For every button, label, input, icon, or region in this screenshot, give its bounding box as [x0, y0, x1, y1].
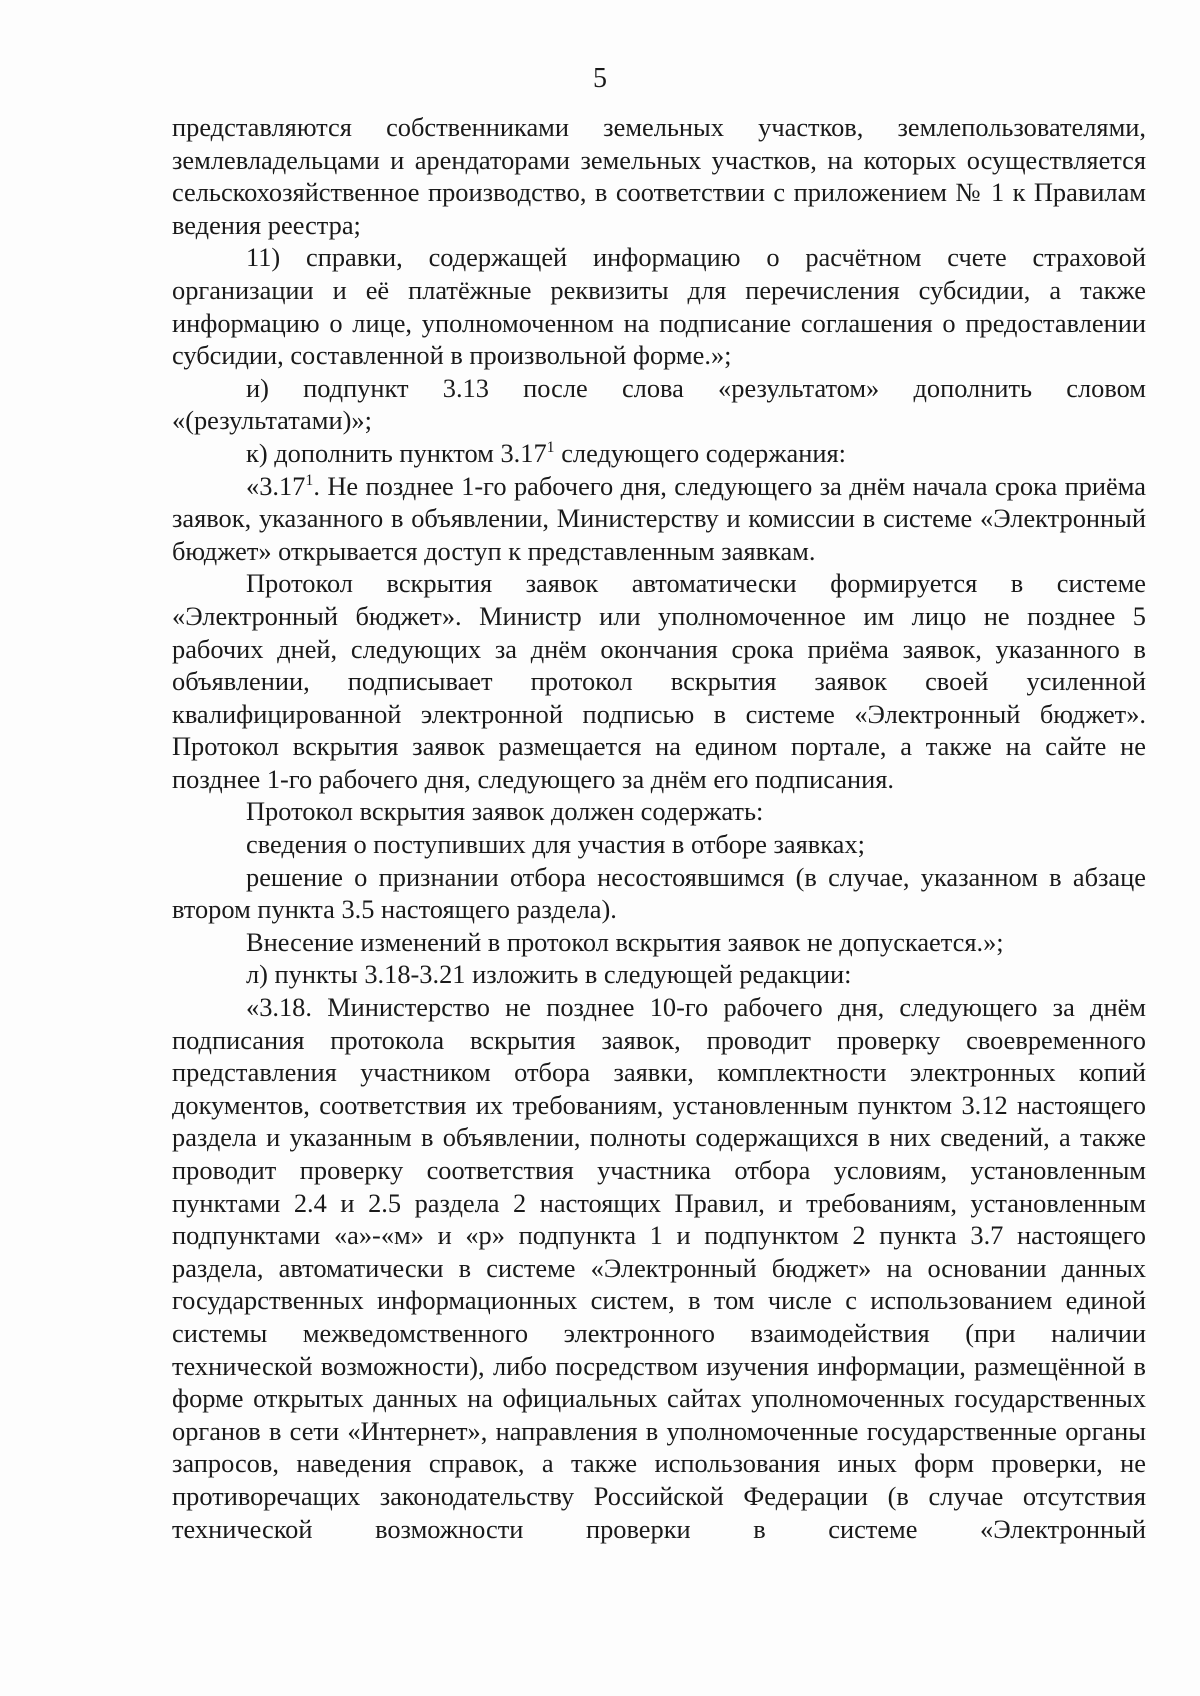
paragraph-protocol-contents: Протокол вскрытия заявок должен содержать:: [246, 796, 764, 827]
paragraph-protocol: Протокол вскрытия заявок автоматически формируется в системе «Электронный бюджет». Министр или уполномоченное им лицо не позднее 5 рабочих дней, следующих за днём окончания срока приёма заявок, указанного в объявлении, подписывает протокол вскрытия заявок своей усиленной квалифицированной электронной подписью в системе «Электронный бюджет». Протокол вскрытия заявок размещается на едином портале, а также на сайте не позднее 1-го рабочего дня, следующего за днём его подписания.: [172, 568, 1146, 794]
paragraph-3-17-1: [172, 470, 1146, 568]
paragraph-received-applications: сведения о поступивших для участия в отборе заявках;: [246, 829, 865, 860]
paragraph-continuation: представляются собственниками земельных участков, землепользователями, землевладельцами и арендаторами земельных участков, на которых осуществляется сельскохозяйственное производство, в соответствии с приложением № 1 к Правилам ведения реестра;: [172, 112, 1146, 240]
paragraph-item-k: [172, 437, 1146, 470]
paragraph-item-i: и) подпункт 3.13 после слова «результатом» дополнить словом «(результатами)»;: [172, 372, 1146, 436]
paragraph-item-k-text: к) дополнить пунктом 3.17: [246, 437, 547, 468]
superscript-one: 1: [546, 439, 555, 457]
superscript-one: 1: [305, 471, 314, 489]
paragraph-3-17-1-tail: . Не позднее 1-го рабочего дня, следующего за днём начала срока приёма заявок, указанного в объявлении, Министерству и комиссии в системе «Электронный бюджет» открывается доступ к представленным заявкам.: [172, 470, 1146, 566]
paragraph-no-changes: Внесение изменений в протокол вскрытия заявок не допускается.»;: [246, 926, 1004, 957]
paragraph-failed-selection: решение о признании отбора несостоявшимся (в случае, указанном в абзаце втором пункта 3.5 настоящего раздела).: [172, 861, 1146, 925]
page-number: 5: [593, 63, 607, 94]
paragraph-item-11: 11) справки, содержащей информацию о расчётном счете страховой организации и её платёжные реквизиты для перечисления субсидии, а также информацию о лице, уполномоченном на подписание соглашения о предоставлении субсидии, составленной в произвольной форме.»;: [172, 242, 1146, 371]
paragraph-3-17-1-start: «3.17: [246, 470, 306, 501]
paragraph-item-k-tail: следующего содержания:: [554, 437, 846, 468]
paragraph-item-l: л) пункты 3.18-3.21 изложить в следующей редакции:: [246, 959, 852, 990]
paragraph-3-18: «3.18. Министерство не позднее 10-го рабочего дня, следующего за днём подписания протокола вскрытия заявок, проводит проверку своевременного представления участником отбора заявки, комплектности электронных копий документов, соответствия их требованиям, установленным пунктом 3.12 настоящего раздела и указанным в объявлении, полноты содержащихся в них сведений, а также проводит проверку соответствия участника отбора условиям, установленным пунктами 2.4 и 2.5 раздела 2 настоящих Правил, и требованиям, установленным подпунктами «а»-«м» и «р» подпункта 1 и подпунктом 2 пункта 3.7 настоящего раздела, автоматически в системе «Электронный бюджет» на основании данных государственных информационных систем, в том числе с использованием единой системы межведомственного электронного взаимодействия (при наличии технической возможности), либо посредством изучения информации, размещённой в форме открытых данных на официальных сайтах уполномоченных государственных органов в сети «Интернет», направления в уполномоченные государственные органы запросов, наведения справок, а также использования иных форм проверки, не противоречащих законодательству Российской Федерации (в случае отсутствия технической возможности проверки в системе «Электронный: [172, 992, 1146, 1544]
document-body: [172, 111, 1146, 1545]
